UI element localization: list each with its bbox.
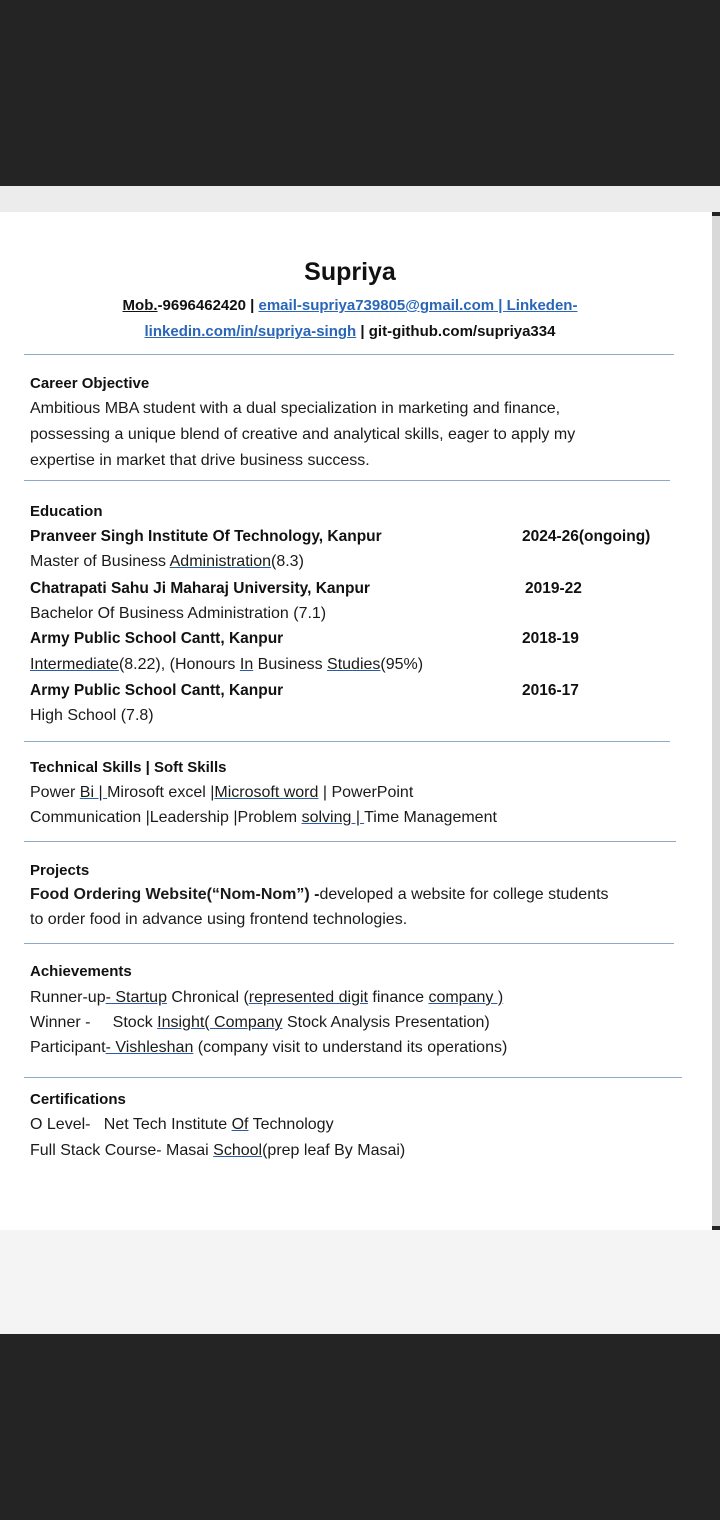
degree-part: (95%) bbox=[380, 656, 424, 673]
education-heading: Education bbox=[30, 503, 103, 520]
degree-part: Administration bbox=[169, 553, 271, 570]
objective-line: Ambitious MBA student with a dual specialization in marketing and finance, bbox=[30, 400, 561, 417]
achievement-part: - Startup bbox=[105, 989, 167, 1006]
linkedin-label[interactable]: Linkeden- bbox=[506, 297, 578, 314]
certification-item bbox=[30, 1116, 334, 1134]
school-name: Pranveer Singh Institute Of Technology, Kanpur bbox=[30, 528, 382, 545]
degree-text bbox=[30, 553, 304, 571]
cert-part: School bbox=[213, 1142, 263, 1159]
achievement-item bbox=[30, 1014, 490, 1032]
separator: | bbox=[494, 297, 507, 314]
contact-line-2 bbox=[30, 320, 670, 344]
achievement-part: Chronical ( bbox=[166, 989, 249, 1006]
project-title: Food Ordering Website(“Nom-Nom”) - bbox=[30, 886, 320, 903]
certifications-heading: Certifications bbox=[30, 1091, 126, 1108]
school-year: 2018-19 bbox=[522, 630, 579, 647]
degree-text: Bachelor Of Business Administration (7.1) bbox=[30, 605, 327, 622]
cert-part: Of bbox=[231, 1116, 249, 1133]
achievement-part: Winner - Stock bbox=[30, 1014, 158, 1031]
project-line: to order food in advance using frontend technologies. bbox=[30, 911, 408, 928]
skill-part: solving | bbox=[301, 809, 365, 826]
degree-part: (8.3) bbox=[271, 553, 304, 570]
objective-line: possessing a unique blend of creative and analytical skills, eager to apply my bbox=[30, 426, 576, 443]
divider bbox=[24, 741, 670, 742]
achievement-part: (company visit to understand its operations) bbox=[193, 1039, 508, 1056]
achievements-heading: Achievements bbox=[30, 963, 132, 980]
technical-skills-line bbox=[30, 784, 413, 802]
degree-part: (8.22), (Honours bbox=[118, 656, 240, 673]
skill-part: | PowerPoint bbox=[318, 784, 414, 801]
school-name: Army Public School Cantt, Kanpur bbox=[30, 630, 284, 647]
skill-part: Bi | bbox=[79, 784, 108, 801]
achievement-part: company ) bbox=[428, 989, 504, 1006]
skill-part: Time Management bbox=[364, 809, 497, 826]
achievement-part: Participant bbox=[30, 1039, 106, 1056]
cert-part: (prep leaf By Masai) bbox=[262, 1142, 406, 1159]
achievement-part: represented digit bbox=[248, 989, 368, 1006]
school-name: Army Public School Cantt, Kanpur bbox=[30, 682, 284, 699]
career-objective-heading: Career Objective bbox=[30, 375, 150, 392]
achievement-item bbox=[30, 1039, 507, 1057]
mobile-number: -9696462420 bbox=[157, 297, 246, 314]
school-year: 2016-17 bbox=[522, 682, 579, 699]
page-edge bbox=[712, 216, 720, 1226]
achievement-item bbox=[30, 989, 503, 1007]
separator: | bbox=[245, 297, 259, 314]
bottom-dark-bar bbox=[0, 1334, 720, 1520]
degree-part: Intermediate bbox=[30, 656, 119, 673]
resume-name: Supriya bbox=[304, 258, 396, 286]
project-desc: developed a website for college students bbox=[319, 886, 609, 903]
linkedin-link[interactable]: linkedin.com/in/supriya-singh bbox=[144, 323, 357, 340]
divider bbox=[24, 841, 676, 842]
degree-part: In bbox=[239, 656, 254, 673]
skill-part: Mirosoft excel | bbox=[107, 784, 215, 801]
github-text: git-github.com/supriya334 bbox=[368, 323, 556, 340]
achievement-part: finance bbox=[367, 989, 429, 1006]
skill-part: Microsoft word bbox=[214, 784, 319, 801]
separator: | bbox=[356, 323, 369, 340]
achievement-part: - Vishleshan bbox=[105, 1039, 194, 1056]
below-page-area bbox=[0, 1230, 720, 1334]
divider bbox=[24, 1077, 682, 1078]
school-year: 2024-26(ongoing) bbox=[522, 528, 651, 545]
mobile-label: Mob. bbox=[122, 297, 158, 314]
objective-line: expertise in market that drive business success. bbox=[30, 452, 370, 469]
certification-item bbox=[30, 1142, 405, 1160]
divider bbox=[24, 480, 670, 481]
project-line bbox=[30, 886, 609, 904]
contact-line-1 bbox=[30, 294, 670, 318]
degree-part: Business bbox=[253, 656, 328, 673]
page-gap bbox=[0, 186, 720, 212]
soft-skills-line bbox=[30, 809, 497, 827]
achievement-part: Stock Analysis Presentation) bbox=[282, 1014, 490, 1031]
degree-part: Studies bbox=[327, 656, 381, 673]
degree-text bbox=[30, 656, 423, 674]
degree-part: Master of Business bbox=[30, 553, 170, 570]
school-name: Chatrapati Sahu Ji Maharaj University, Kanpur bbox=[30, 580, 370, 597]
skill-part: Communication |Leadership |Problem bbox=[30, 809, 302, 826]
degree-text: High School (7.8) bbox=[30, 707, 154, 724]
school-year: 2019-22 bbox=[525, 580, 582, 597]
email-link[interactable]: email-supriya739805@gmail.com bbox=[258, 297, 495, 314]
skill-part: Power bbox=[30, 784, 80, 801]
top-dark-bar bbox=[0, 0, 720, 186]
cert-part: Full Stack Course- Masai bbox=[30, 1142, 214, 1159]
divider bbox=[24, 943, 674, 944]
cert-part: O Level- Net Tech Institute bbox=[30, 1116, 232, 1133]
achievement-part: Insight( Company bbox=[157, 1014, 283, 1031]
divider bbox=[24, 354, 674, 355]
achievement-part: Runner-up bbox=[30, 989, 106, 1006]
skills-heading: Technical Skills | Soft Skills bbox=[30, 759, 227, 776]
projects-heading: Projects bbox=[30, 862, 90, 879]
cert-part: Technology bbox=[248, 1116, 334, 1133]
